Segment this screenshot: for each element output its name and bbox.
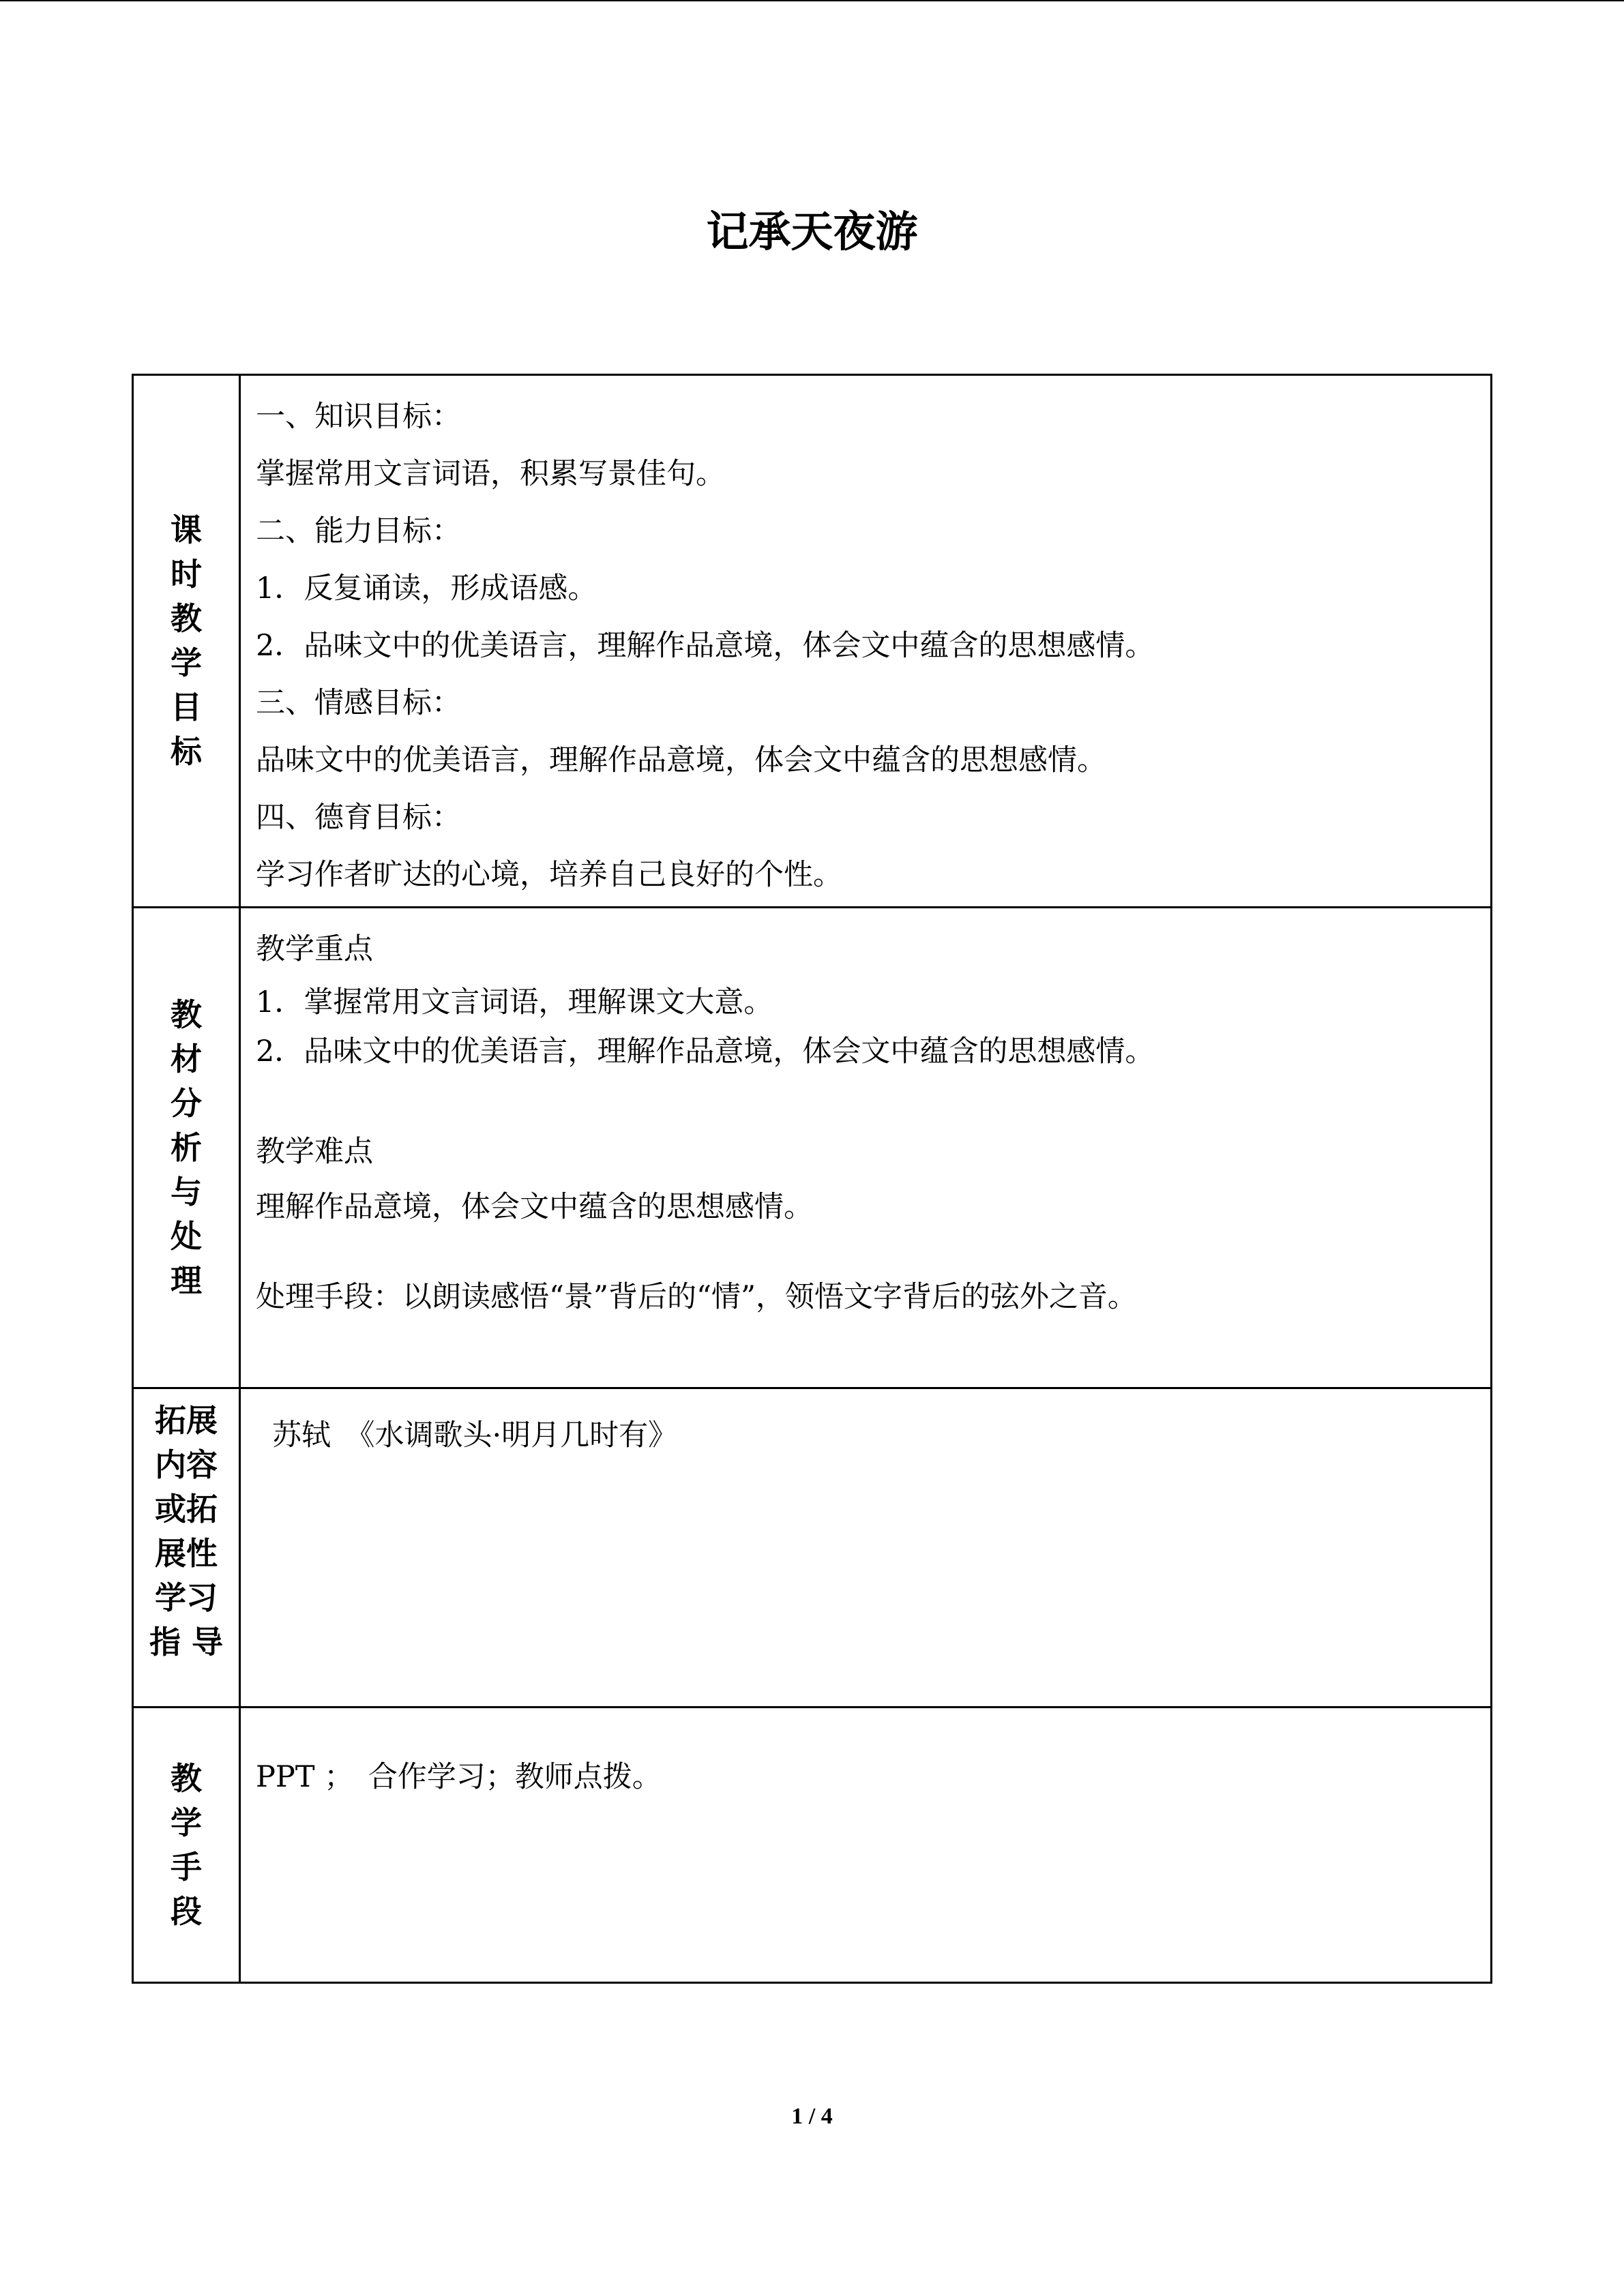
label-char: 教 — [171, 600, 202, 637]
label-char: 展性 — [155, 1535, 218, 1572]
label-char: 或拓 — [155, 1491, 218, 1527]
label-char: 段 — [171, 1892, 202, 1930]
lesson-plan-table — [132, 374, 1492, 1984]
text-line: 处理手段：以朗读感悟“景”背后的“情”，领悟文字背后的弦外之音。 — [256, 1280, 1137, 1314]
cell-material-analysis — [240, 908, 1492, 1388]
text-line: 2．品味文中的优美语言，理解作品意境，体会文中蕴含的思想感情。 — [256, 1034, 1155, 1069]
table-row-material-analysis — [133, 908, 1492, 1388]
label-char: 拓展 — [155, 1402, 218, 1439]
text-line: 品味文中的优美语言，理解作品意境，体会文中蕴含的思想感情。 — [256, 743, 1106, 777]
row-label-extension — [133, 1388, 240, 1708]
text-line — [256, 1076, 1490, 1125]
text-line: 1．掌握常用文言词语，理解课文大意。 — [256, 985, 773, 1019]
text-line: 2．品味文中的优美语言，理解作品意境，体会文中蕴含的思想感情。 — [256, 629, 1155, 663]
cell-extension — [240, 1388, 1492, 1708]
text-line: 苏轼 《水调歌头·明月几时有》 — [272, 1418, 678, 1452]
label-char: 教 — [171, 1759, 202, 1797]
page-number: 1 / 4 — [791, 2104, 833, 2129]
text-line: 理解作品意境，体会文中蕴含的思想感情。 — [256, 1190, 813, 1224]
text-line: 三、情感目标： — [256, 686, 461, 720]
label-char: 学习 — [155, 1579, 218, 1616]
cell-teaching-objectives — [240, 375, 1492, 908]
label-char: 处 — [171, 1217, 202, 1255]
label-char: 学 — [171, 1804, 202, 1841]
cell-teaching-methods — [240, 1708, 1492, 1983]
label-char: 时 — [171, 556, 202, 593]
table-row-teaching-objectives — [133, 375, 1492, 908]
text-line: 1．反复诵读，形成语感。 — [256, 571, 597, 606]
text-line — [256, 1236, 1490, 1268]
label-char: 分 — [171, 1084, 202, 1122]
label-char: 手 — [171, 1848, 202, 1885]
document-title: 记承天夜游 — [706, 207, 918, 256]
text-line: 四、德育目标： — [256, 801, 461, 835]
table-row-teaching-methods — [133, 1708, 1492, 1983]
text-line: PPT ； 合作学习；教师点拨。 — [256, 1760, 662, 1794]
label-char: 析 — [171, 1129, 202, 1166]
row-label-teaching-objectives — [133, 375, 240, 908]
text-line: 掌握常用文言词语，积累写景佳句。 — [256, 457, 725, 491]
label-char: 学 — [171, 644, 202, 681]
row-label-teaching-methods — [133, 1708, 240, 1983]
label-char: 理 — [171, 1262, 202, 1299]
top-border-line — [0, 0, 1624, 1]
label-char: 内容 — [155, 1446, 218, 1483]
text-line: 二、能力目标： — [256, 514, 461, 548]
text-line: 教学难点 — [256, 1135, 373, 1169]
label-char: 指 导 — [149, 1624, 223, 1660]
label-char: 目 — [171, 689, 202, 726]
label-char: 与 — [171, 1173, 202, 1210]
label-char: 教 — [171, 996, 202, 1033]
table-row-extension — [133, 1388, 1492, 1708]
text-line: 学习作者旷达的心境，培养自己良好的个性。 — [256, 858, 842, 892]
label-char: 课 — [171, 511, 202, 548]
label-char: 标 — [171, 733, 202, 770]
text-line: 一、知识目标： — [256, 400, 461, 434]
text-line: 教学重点 — [256, 932, 373, 966]
label-char: 材 — [171, 1040, 202, 1077]
row-label-material-analysis — [133, 908, 240, 1388]
